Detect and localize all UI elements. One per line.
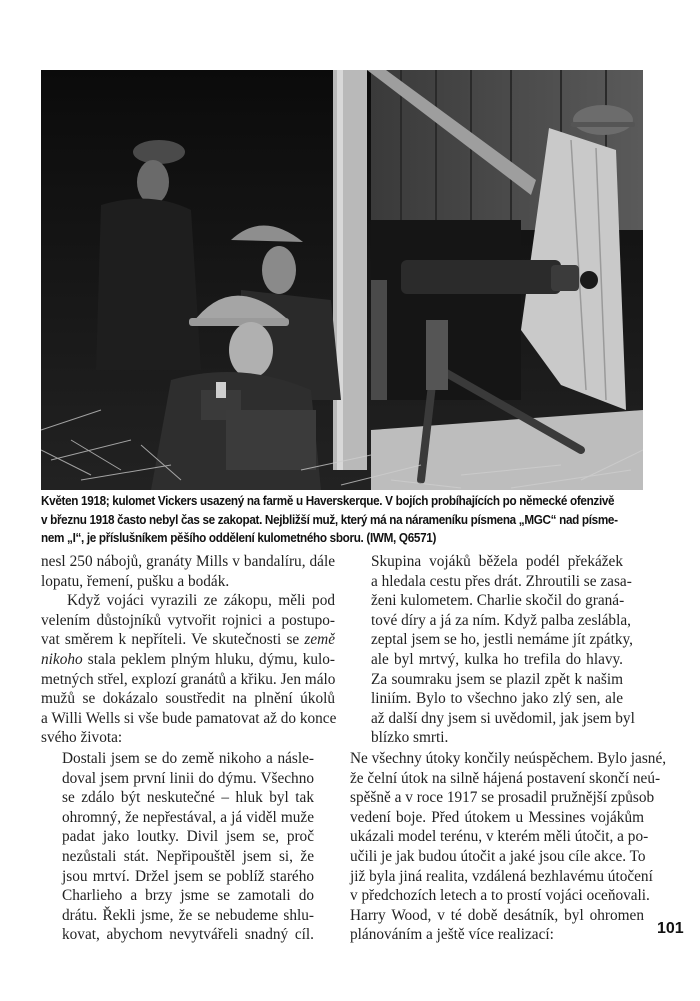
quote-line: a hledala cestu přes drát. Zhroutili se zasa- (371, 572, 632, 590)
page-number: 101 (657, 920, 684, 937)
quote-line: až další dny jsem si uvědomil, jak jsem byl (371, 709, 635, 727)
quote-line: se zdálo být neskutečné – hluk byl tak (62, 789, 314, 807)
body-line: a Willi Wells si vše bude pamatovat až do konce (41, 709, 337, 727)
body-text: stala peklem plným hluku, dýmu, kulo- (82, 650, 335, 668)
body-line: Když vojáci vyrazili ze zákopu, měli pod (67, 592, 335, 610)
body-line: učili je jak budou útočit a jaké jsou cíle akce. To (350, 847, 646, 865)
body-line: velením důstojníků vytvořit rojnici a postupo- (41, 611, 335, 629)
quote-line: liniím. Bylo to všechno jako zlý sen, ale (371, 690, 623, 708)
body-line: v předchozích letech a to prostí vojáci oceňovali. (350, 887, 650, 905)
quote-line: ale byl mrtvý, kulka ho trefila do hlavy. (371, 650, 623, 668)
body-line: Harry Wood, v té době desátník, byl ohromen (350, 906, 644, 924)
quote-line: Za soumraku jsem se plazil zpět k našim (371, 670, 623, 688)
body-line: vedení boje. Před útokem u Messines vojákům (350, 808, 644, 826)
italic-term: nikoho (41, 650, 83, 668)
body-line: mužů se dokázalo soustředit na plnění úkolů (41, 690, 335, 708)
photo-illustration (41, 70, 643, 490)
quote-line: drátu. Řekli jsme, že se nebudeme shlu- (62, 906, 314, 924)
quote-line: padat jako loutky. Divil jsem se, proč (62, 828, 314, 846)
body-line: již byla jiná realita, vzdálená bezhlavému útočení (350, 867, 653, 885)
quote-line: tové díry a já za ním. Když palba zeslábla, (371, 611, 631, 629)
caption-line: v březnu 1918 často nebyl čas se zakopat. Nejbližší muž, který má na nárameníku písmena „MGC“ nad písme- (41, 512, 618, 527)
quote-line: doval jsem první linii do dýmu. Všechno (62, 769, 314, 787)
quote-line: blízko smrti. (371, 729, 449, 747)
body-text: vat směrem k nepříteli. Ve skutečnosti se (41, 631, 305, 649)
quote-line: nezůstali stát. Nepřipouštěl jsem si, že (62, 847, 314, 865)
body-line: ukázali model terénu, v kterém měli útočit, a po- (350, 828, 649, 846)
caption-line: nem „I“, je příslušníkem pěšího oddělení kulometného sboru. (IWM, Q6571) (41, 531, 437, 545)
quote-line: Skupina vojáků běžela podél překážek (371, 553, 623, 570)
photo-vickers-machine-gun (41, 70, 643, 490)
left-column-body (41, 552, 335, 748)
body-line: plánováním a ještě více realizací: (350, 926, 554, 944)
body-line-with-italic (41, 650, 335, 670)
right-column-quote (371, 552, 635, 748)
body-line: spěšně a v roce 1917 se prosadil pružnější způsob (350, 789, 655, 807)
quote-line: Dostali jsem se do země nikoho a násle- (62, 750, 314, 767)
body-line: že čelní útok na silně hájená postavení skončí neú- (350, 769, 661, 787)
caption-line: Květen 1918; kulomet Vickers usazený na farmě u Haverskerque. V bojích probíhajících po německé ofenzivě (41, 494, 615, 508)
quote-line: zeptal jsem se ho, jestli nemáme jít zpátky, (371, 631, 633, 649)
body-line: lopatu, řemení, pušku a bodák. (41, 572, 230, 590)
quote-line: kovat, abychom nevytvářeli snadný cíl. (62, 926, 314, 944)
italic-term: země (304, 631, 335, 649)
right-column-body (350, 749, 667, 945)
body-line: metných střel, explozí granátů a křiku. Jen málo (41, 670, 336, 688)
body-line: nesl 250 nábojů, granáty Mills v bandalíru, dále (41, 553, 335, 570)
body-line: Ne všechny útoky končily neúspěchem. Bylo jasné, (350, 750, 667, 767)
body-line: svého života: (41, 729, 123, 747)
photo-caption (41, 492, 618, 548)
body-line-with-italic (41, 630, 335, 650)
quote-line: jsou mrtví. Držel jsem se poblíž starého (62, 867, 314, 885)
quote-line: ženi kulometem. Charlie skočil do graná- (371, 592, 625, 610)
quote-line: ohromný, že nepřestával, a já viděl muže (62, 808, 314, 826)
left-column-quote (62, 749, 314, 945)
quote-line: Charlieho a brzy jsme se zamotali do (62, 887, 314, 905)
